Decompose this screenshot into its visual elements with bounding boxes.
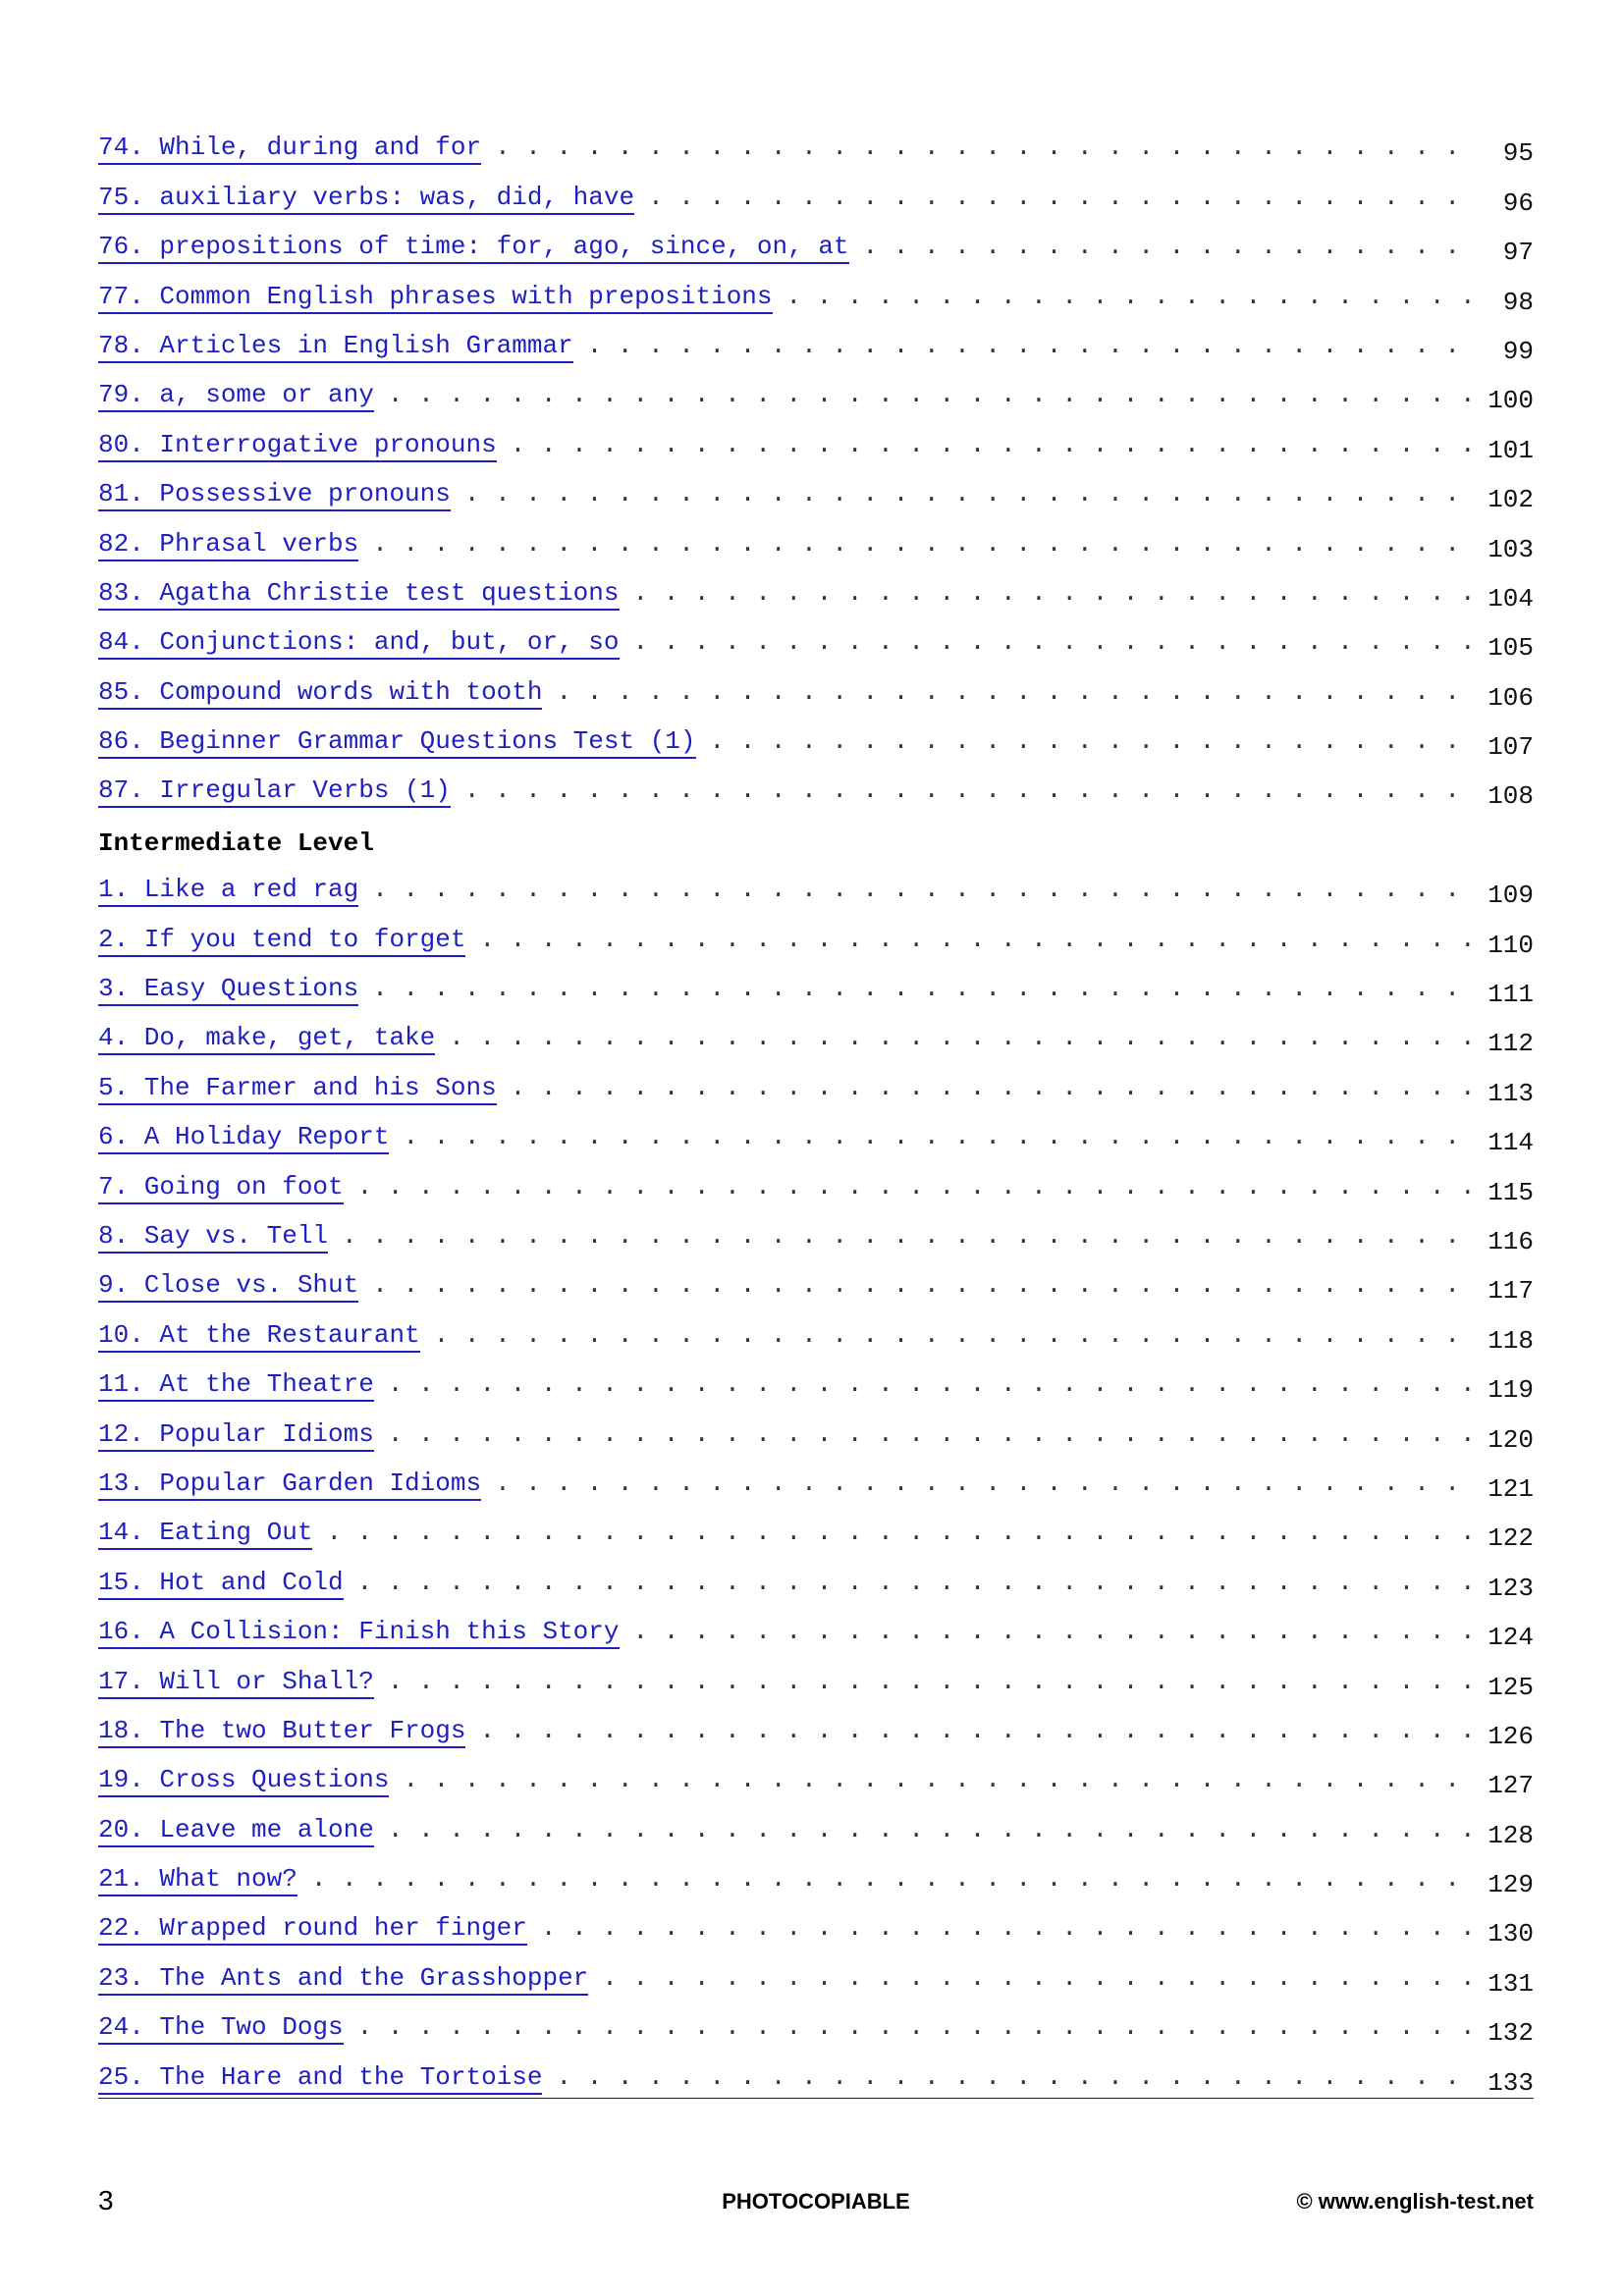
toc-entry-page: 108 — [1488, 781, 1534, 812]
toc-entry — [98, 363, 1534, 416]
toc-entry — [98, 1353, 1534, 1406]
toc-entry — [98, 561, 1534, 614]
toc-entry — [98, 1402, 1534, 1455]
toc-entry-page: 116 — [1488, 1226, 1534, 1256]
toc-entry — [98, 314, 1534, 366]
toc-entry — [98, 1055, 1534, 1108]
toc-entry-page: 122 — [1488, 1523, 1534, 1554]
toc-dot-leader — [633, 1617, 1474, 1649]
toc-entry — [98, 2045, 1534, 2098]
toc-entry-page: 111 — [1488, 980, 1534, 1010]
toc-entry — [98, 1501, 1534, 1554]
toc-entry — [98, 1204, 1534, 1254]
toc-entry-link[interactable]: 22. Wrapped round her finger — [98, 1913, 527, 1946]
toc-entry — [98, 710, 1534, 763]
toc-entry-link[interactable]: 21. What now? — [98, 1864, 298, 1896]
toc-entry-link[interactable]: 19. Cross Questions — [98, 1765, 389, 1797]
toc-dot-leader — [587, 331, 1473, 363]
toc-entry-page: 109 — [1488, 881, 1534, 911]
toc-entry-page: 131 — [1488, 1968, 1534, 1999]
toc-dot-leader — [633, 627, 1474, 660]
toc-dot-leader — [556, 2062, 1473, 2095]
toc-entry-page: 115 — [1488, 1177, 1534, 1207]
toc-entry-page: 118 — [1488, 1325, 1534, 1356]
toc-entry-link[interactable]: 9. Close vs. Shut — [98, 1270, 358, 1303]
toc-entry-link[interactable]: 76. prepositions of time: for, ago, since, on, at — [98, 232, 849, 264]
toc-entry — [98, 1550, 1534, 1603]
toc-entry — [98, 957, 1534, 1010]
toc-dot-leader — [403, 1765, 1473, 1797]
toc-dot-leader — [372, 875, 1473, 907]
toc-dot-leader — [633, 578, 1474, 611]
toc-entry-page: 113 — [1488, 1078, 1534, 1108]
toc-dot-leader — [372, 529, 1473, 561]
toc-entry-page: 120 — [1488, 1424, 1534, 1455]
toc-entry-link[interactable]: 85. Compound words with tooth — [98, 677, 542, 710]
toc-entry-link[interactable]: 4. Do, make, get, take — [98, 1023, 435, 1055]
toc-entry-page: 117 — [1488, 1276, 1534, 1307]
toc-entry-link[interactable]: 17. Will or Shall? — [98, 1667, 374, 1699]
toc-entry-link[interactable]: 16. A Collision: Finish this Story — [98, 1617, 620, 1649]
toc-entry-link[interactable]: 2. If you tend to forget — [98, 925, 465, 957]
toc-entry-link[interactable]: 6. A Holiday Report — [98, 1122, 389, 1154]
toc-entry-page: 114 — [1488, 1128, 1534, 1158]
toc-dot-leader — [479, 1716, 1473, 1748]
toc-entry-page: 104 — [1488, 583, 1534, 614]
footer-page-number: 3 — [98, 2185, 114, 2216]
toc-entry — [98, 660, 1534, 713]
toc-entry-page: 96 — [1502, 187, 1534, 218]
toc-dot-leader — [311, 1864, 1473, 1896]
toc-entry-link[interactable]: 75. auxiliary verbs: was, did, have — [98, 183, 634, 215]
toc-entry-link[interactable]: 87. Irregular Verbs (1) — [98, 775, 451, 808]
footer-photocopiable: PHOTOCOPIABLE — [722, 2189, 910, 2214]
toc-entry-link[interactable]: 11. At the Theatre — [98, 1369, 374, 1402]
toc-entry — [98, 611, 1534, 664]
toc-entry-link[interactable]: 80. Interrogative pronouns — [98, 430, 497, 462]
toc-entry — [98, 1105, 1534, 1158]
toc-entry-page: 121 — [1488, 1473, 1534, 1504]
toc-entry-link[interactable]: 14. Eating Out — [98, 1518, 312, 1550]
toc-dot-leader — [464, 479, 1473, 511]
toc-dot-leader — [541, 1913, 1473, 1946]
toc-entry-link[interactable]: 8. Say vs. Tell — [98, 1221, 328, 1254]
toc-entry — [98, 215, 1534, 268]
toc-entry-link[interactable]: 15. Hot and Cold — [98, 1568, 344, 1600]
toc-entry-link[interactable]: 23. The Ants and the Grasshopper — [98, 1963, 588, 1996]
toc-dot-leader — [357, 2012, 1473, 2045]
toc-dot-leader — [449, 1023, 1473, 1055]
toc-entry-page: 119 — [1488, 1375, 1534, 1406]
toc-entry-page: 112 — [1488, 1029, 1534, 1059]
toc-beginner-section — [98, 116, 1534, 812]
toc-entry-page: 127 — [1488, 1771, 1534, 1801]
toc-entry — [98, 462, 1534, 515]
toc-entry — [98, 1748, 1534, 1801]
toc-entry-link[interactable]: 10. At the Restaurant — [98, 1320, 420, 1353]
toc-entry — [98, 1996, 1534, 2049]
toc-dot-leader — [372, 974, 1473, 1006]
toc-entry — [98, 1452, 1534, 1504]
toc-dot-leader — [388, 1815, 1473, 1847]
toc-dot-leader — [479, 925, 1473, 957]
toc-entry-page: 130 — [1488, 1919, 1534, 1949]
toc-entry-page: 105 — [1488, 633, 1534, 664]
toc-dot-leader — [357, 1172, 1473, 1204]
toc-entry — [98, 1896, 1534, 1949]
toc-entry-page: 101 — [1488, 435, 1534, 465]
toc-dot-leader — [511, 430, 1473, 462]
footer-copyright: © www.english-test.net — [1296, 2189, 1534, 2214]
toc-dot-leader — [648, 183, 1473, 215]
toc-entry — [98, 165, 1534, 218]
toc-entry — [98, 511, 1534, 564]
toc-dot-leader — [388, 1419, 1473, 1452]
toc-dot-leader — [434, 1320, 1473, 1353]
toc-entry-link[interactable]: 13. Popular Garden Idioms — [98, 1468, 481, 1501]
toc-entry — [98, 1154, 1534, 1207]
toc-entry-page: 110 — [1488, 930, 1534, 960]
toc-entry-page: 107 — [1488, 732, 1534, 763]
toc-dot-leader — [602, 1963, 1473, 1996]
toc-entry-link[interactable]: 20. Leave me alone — [98, 1815, 374, 1847]
toc-dot-leader — [357, 1568, 1473, 1600]
toc-entry-page: 98 — [1502, 287, 1534, 317]
toc-entry-link[interactable]: 74. While, during and for — [98, 133, 481, 165]
toc-entry-page: 103 — [1488, 534, 1534, 564]
toc-entry-link[interactable]: 18. The two Butter Frogs — [98, 1716, 465, 1748]
toc-dot-leader — [372, 1270, 1473, 1303]
toc-entry-page: 132 — [1488, 2018, 1534, 2049]
toc-entry-page: 95 — [1502, 138, 1534, 169]
toc-entry-page: 128 — [1488, 1820, 1534, 1850]
toc-entry-page: 133 — [1488, 2067, 1534, 2098]
toc-intermediate-section — [98, 858, 1534, 2098]
toc-entry-page: 106 — [1488, 682, 1534, 713]
toc-entry — [98, 1649, 1534, 1702]
toc-entry-link[interactable]: 79. a, some or any — [98, 380, 374, 412]
section-heading-intermediate: Intermediate Level — [98, 828, 374, 858]
toc-dot-leader — [786, 282, 1473, 314]
toc-entry — [98, 1006, 1534, 1059]
toc-entry — [98, 1254, 1534, 1307]
toc-entry-link[interactable]: 5. The Farmer and his Sons — [98, 1073, 497, 1105]
toc-dot-leader — [511, 1073, 1473, 1105]
toc-entry-page: 97 — [1502, 238, 1534, 268]
toc-dot-leader — [863, 232, 1473, 264]
toc-entry-link[interactable]: 83. Agatha Christie test questions — [98, 578, 620, 611]
toc-entry — [98, 264, 1534, 317]
toc-entry-link[interactable]: 84. Conjunctions: and, but, or, so — [98, 627, 620, 660]
toc-dot-leader — [464, 775, 1473, 808]
table-of-contents — [98, 116, 1534, 2098]
toc-entry — [98, 907, 1534, 960]
toc-dot-leader — [388, 1369, 1473, 1402]
toc-entry-page: 102 — [1488, 485, 1534, 515]
toc-entry-page: 124 — [1488, 1623, 1534, 1653]
toc-dot-leader — [495, 1468, 1473, 1501]
toc-entry-page: 123 — [1488, 1573, 1534, 1603]
toc-dot-leader — [388, 380, 1473, 412]
toc-dot-leader — [556, 677, 1473, 710]
toc-entry — [98, 412, 1534, 465]
toc-entry-link[interactable]: 86. Beginner Grammar Questions Test (1) — [98, 726, 696, 759]
toc-entry-link[interactable]: 24. The Two Dogs — [98, 2012, 344, 2045]
toc-entry-link[interactable]: 1. Like a red rag — [98, 875, 358, 907]
toc-entry-link[interactable]: 78. Articles in English Grammar — [98, 331, 573, 363]
toc-entry-link[interactable]: 25. The Hare and the Tortoise — [98, 2062, 542, 2095]
page-footer — [98, 2185, 1534, 2218]
toc-entry-page: 125 — [1488, 1672, 1534, 1702]
toc-entry — [98, 858, 1534, 911]
toc-entry-link[interactable]: 12. Popular Idioms — [98, 1419, 374, 1452]
toc-dot-leader — [342, 1221, 1473, 1254]
toc-entry-link[interactable]: 3. Easy Questions — [98, 974, 358, 1006]
toc-entry — [98, 1946, 1534, 1999]
toc-entry — [98, 1303, 1534, 1356]
toc-dot-leader — [710, 726, 1474, 759]
toc-entry — [98, 1600, 1534, 1653]
toc-entry-link[interactable]: 81. Possessive pronouns — [98, 479, 451, 511]
toc-entry — [98, 759, 1534, 812]
toc-dot-leader — [403, 1122, 1473, 1154]
toc-entry-page: 100 — [1488, 386, 1534, 416]
toc-dot-leader — [388, 1667, 1473, 1699]
toc-entry-page: 129 — [1488, 1870, 1534, 1900]
toc-entry-link[interactable]: 7. Going on foot — [98, 1172, 344, 1204]
toc-dot-leader — [326, 1518, 1473, 1550]
toc-entry-link[interactable]: 77. Common English phrases with prepositions — [98, 282, 773, 314]
toc-dot-leader — [495, 133, 1473, 165]
toc-entry-page: 99 — [1502, 336, 1534, 366]
toc-entry-page: 126 — [1488, 1721, 1534, 1751]
toc-entry — [98, 1699, 1534, 1751]
toc-entry — [98, 116, 1534, 169]
toc-entry — [98, 1847, 1534, 1900]
toc-entry — [98, 1797, 1534, 1850]
toc-entry-link[interactable]: 82. Phrasal verbs — [98, 529, 358, 561]
